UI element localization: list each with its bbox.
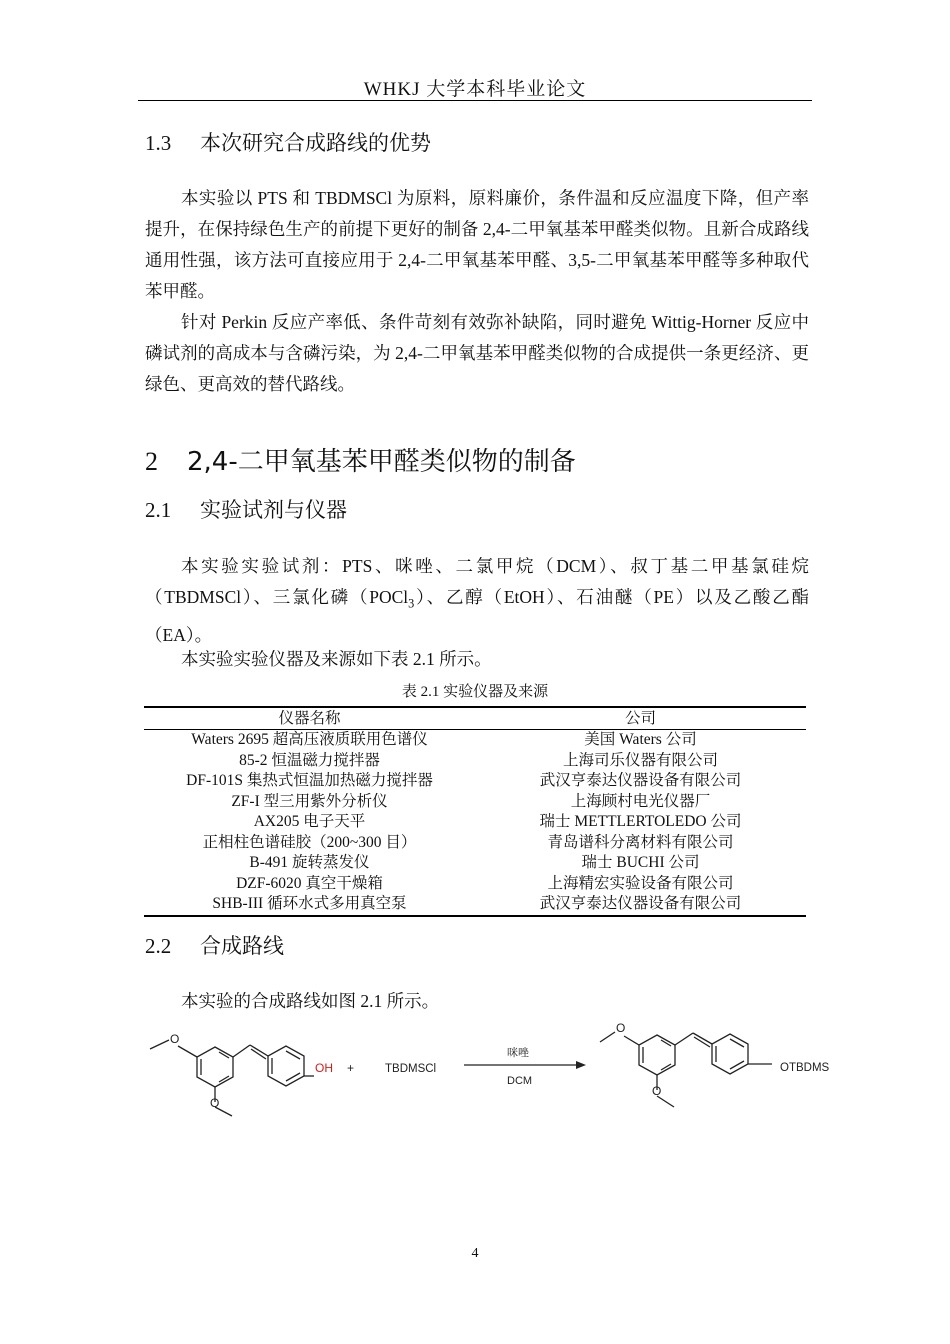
table-row bbox=[144, 751, 806, 772]
table-row bbox=[144, 792, 806, 813]
arrow-head-icon bbox=[576, 1061, 586, 1069]
table-row bbox=[144, 853, 806, 874]
table-cell: 瑞士 METTLERTOLEDO 公司 bbox=[539, 813, 742, 831]
table-cell: DF-101S 集热式恒温加热磁力搅拌器 bbox=[186, 772, 433, 790]
condition-top: 咪唑 bbox=[507, 1046, 529, 1059]
paragraph-text: ）、乙醇（EtOH）、石油醚（PE）以及乙酸乙酯（EA）。 bbox=[145, 587, 810, 645]
table-cell: 武汉亨泰达仪器设备有限公司 bbox=[539, 772, 742, 790]
table-cell: B-491 旋转蒸发仪 bbox=[249, 854, 370, 872]
synthesis-scheme bbox=[140, 1018, 840, 1118]
paragraph bbox=[145, 551, 809, 651]
table-header-row bbox=[144, 707, 806, 730]
table-cell: 瑞士 BUCHI 公司 bbox=[581, 854, 700, 872]
benzene-ring bbox=[197, 1047, 233, 1087]
silyl-ether-label: OTBDMS bbox=[780, 1062, 830, 1074]
section-number: 1.3 bbox=[145, 131, 172, 155]
table-cell: SHB-III 循环水式多用真空泵 bbox=[144, 894, 475, 916]
table-row bbox=[144, 833, 806, 854]
hydroxyl-label: OH bbox=[315, 1061, 333, 1075]
table-cell: 85-2 恒温磁力搅拌器 bbox=[239, 751, 380, 769]
benzene-ring bbox=[639, 1035, 675, 1075]
table-row bbox=[144, 894, 806, 916]
running-header: WHKJ 大学本科毕业论文 bbox=[363, 79, 587, 100]
benzene-ring bbox=[268, 1046, 304, 1086]
section-1-3-heading bbox=[145, 127, 431, 157]
chapter-number: 2 bbox=[145, 447, 158, 476]
subscript: 3 bbox=[408, 596, 415, 611]
paragraph: 本实验的合成路线如图 2.1 所示。 bbox=[181, 991, 440, 1011]
section-title: 合成路线 bbox=[200, 934, 284, 958]
section-title: 实验试剂与仪器 bbox=[200, 498, 347, 522]
table-cell: Waters 2695 超高压液质联用色谱仪 bbox=[191, 731, 428, 749]
table-cell: 上海司乐仪器有限公司 bbox=[562, 751, 718, 769]
header-rule bbox=[138, 100, 812, 101]
section-number: 2.1 bbox=[145, 498, 172, 522]
table-row bbox=[144, 771, 806, 792]
table-cell: 上海精宏实验设备有限公司 bbox=[547, 874, 734, 892]
table-cell: 正相柱色谱硅胶（200~300 目） bbox=[202, 833, 417, 851]
paragraph-text: 本实验实验试剂：PTS、咪唑、二氯甲烷（DCM）、叔丁基二甲基氯硅烷（TBDMSCl）、三氯化磷（POCl bbox=[145, 556, 809, 607]
product-structure bbox=[600, 1032, 772, 1107]
benzene-ring bbox=[712, 1034, 748, 1074]
paragraph: 本实验以 PTS 和 TBDMSCl 为原料，原料廉价，条件温和反应温度下降，但产率提升，在保持绿色生产的前提下更好的制备 2,4-二甲氧基苯甲醛类似物。且新合成路线通用性强，该方法可直接应用于 2,4-二甲氧基苯甲醛、3,5-二甲氧基苯甲醛等多种取代苯甲醛。 bbox=[145, 188, 809, 301]
page-number: 4 bbox=[471, 1246, 479, 1261]
reactant-structure bbox=[150, 1040, 314, 1116]
chapter-title: 2,4-二甲氧基苯甲醛类似物的制备 bbox=[187, 447, 576, 477]
table-row bbox=[144, 730, 806, 751]
column-header: 仪器名称 bbox=[144, 707, 475, 730]
oxygen-label: O bbox=[210, 1096, 220, 1110]
table-cell: AX205 电子天平 bbox=[253, 813, 366, 831]
table-cell: ZF-I 型三用紫外分析仪 bbox=[231, 792, 388, 810]
table-cell: 美国 Waters 公司 bbox=[584, 731, 697, 749]
table-row bbox=[144, 874, 806, 895]
paragraph: 本实验实验仪器及来源如下表 2.1 所示。 bbox=[181, 649, 492, 669]
table-caption: 表 2.1 实验仪器及来源 bbox=[401, 684, 549, 700]
condition-bottom: DCM bbox=[507, 1075, 533, 1087]
section-2-2-heading bbox=[145, 930, 284, 960]
table-cell: 青岛谱科分离材料有限公司 bbox=[547, 833, 734, 851]
oxygen-label: O bbox=[652, 1084, 662, 1098]
equipment-table bbox=[144, 706, 806, 917]
table-cell: DZF-6020 真空干燥箱 bbox=[236, 874, 383, 892]
section-number: 2.2 bbox=[145, 934, 172, 958]
table-cell: 上海顾村电光仪器厂 bbox=[570, 792, 711, 810]
table-cell: 武汉亨泰达仪器设备有限公司 bbox=[475, 894, 806, 916]
oxygen-label: O bbox=[170, 1032, 180, 1046]
table-row bbox=[144, 812, 806, 833]
chapter-2-heading bbox=[145, 441, 576, 478]
section-title: 本次研究合成路线的优势 bbox=[200, 131, 431, 155]
section-2-1-heading bbox=[145, 494, 347, 524]
oxygen-label: O bbox=[616, 1021, 626, 1035]
paragraph: 针对 Perkin 反应产率低、条件苛刻有效弥补缺陷，同时避免 Wittig-Horner 反应中磷试剂的高成本与含磷污染，为 2,4-二甲氧基苯甲醛类似物的合成提供一条更经济、更绿色、更高效的替代路线。 bbox=[145, 312, 809, 394]
reagent-label: TBDMSCl bbox=[385, 1063, 437, 1075]
plus-sign: + bbox=[347, 1061, 355, 1075]
column-header: 公司 bbox=[475, 707, 806, 730]
